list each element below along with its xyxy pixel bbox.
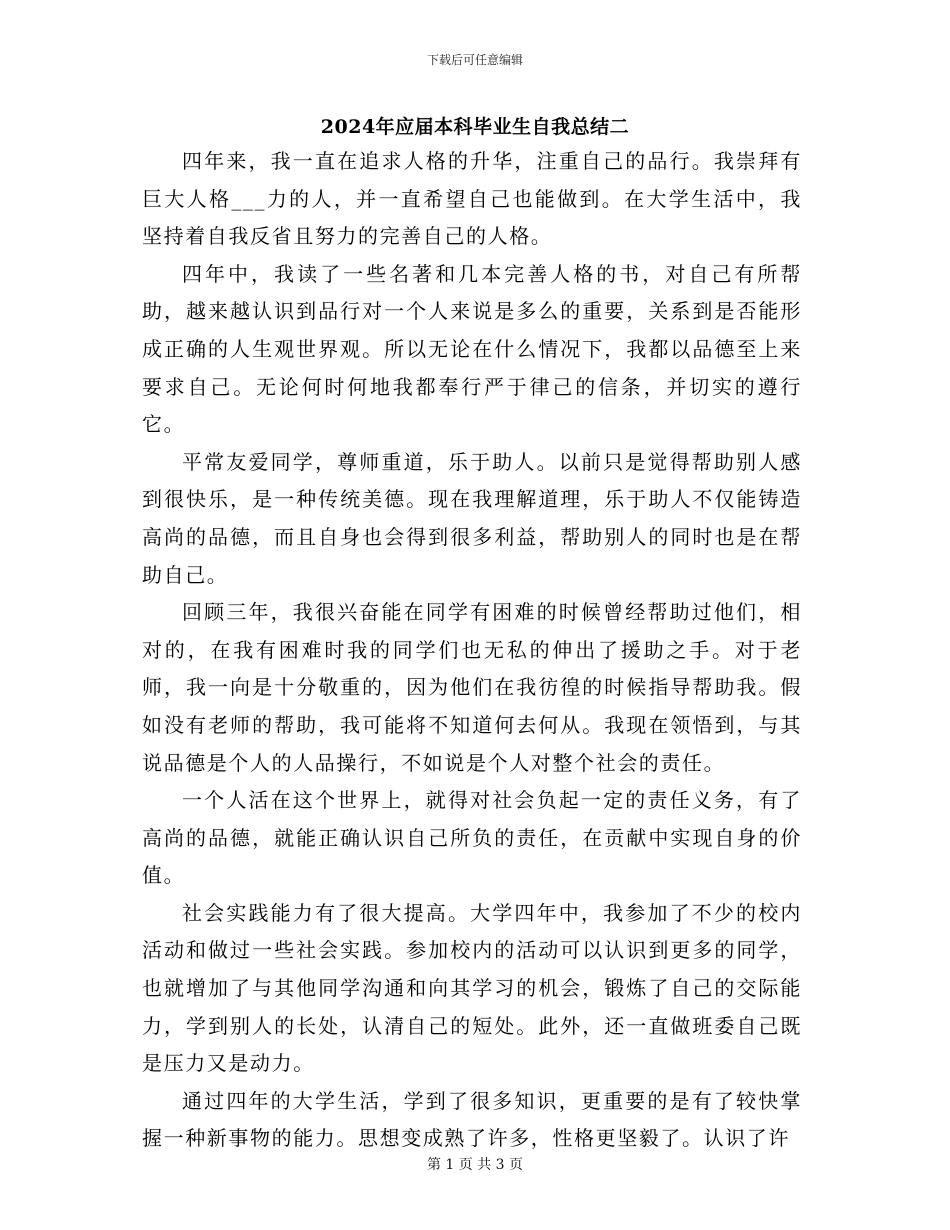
page-header: 下载后可任意编辑 — [426, 53, 523, 67]
paragraph: 社会实践能力有了很大提高。大学四年中，我参加了不少的校内活动和做过一些社会实践。参加校内的活动可以认识到更多的同学，也就增加了与其他同学沟通和向其学习的机会，锻炼了自己的交际能力，学到别人的长处，认清自己的短处。此外，还一直做班委自己既是压力又是动力。 — [142, 900, 802, 1076]
document-body — [142, 143, 802, 1158]
paragraph: 一个人活在这个世界上，就得对社会负起一定的责任义务，有了高尚的品德，就能正确认识自己所负的责任，在贡献中实现自身的价值。 — [142, 788, 802, 888]
document-title: 2024年应届本科毕业生自我总结二 — [320, 116, 630, 138]
paragraph: 四年来，我一直在追求人格的升华，注重自己的品行。我崇拜有巨大人格___力的人，并一直希望自己也能做到。在大学生活中，我坚持着自我反省且努力的完善自己的人格。 — [142, 149, 802, 249]
page-footer: 第 1 页 共 3 页 — [426, 1157, 524, 1173]
paragraph: 回顾三年，我很兴奋能在同学有困难的时候曾经帮助过他们，相对的，在我有困难时我的同学们也无私的伸出了援助之手。对于老师，我一向是十分敬重的，因为他们在我彷徨的时候指导帮助我。假如没有老师的帮助，我可能将不知道何去何从。我现在领悟到，与其说品德是个人的人品操行，不如说是个人对整个社会的责任。 — [142, 600, 802, 775]
paragraph: 平常友爱同学，尊师重道，乐于助人。以前只是觉得帮助别人感到很快乐，是一种传统美德。现在我理解道理，乐于助人不仅能铸造高尚的品德，而且自身也会得到很多利益，帮助别人的同时也是在帮助自己。 — [142, 449, 802, 587]
paragraph: 四年中，我读了一些名著和几本完善人格的书，对自己有所帮助，越来越认识到品行对一个人来说是多么的重要，关系到是否能形成正确的人生观世界观。所以无论在什么情况下，我都以品德至上来要求自己。无论何时何地我都奉行严于律己的信条，并切实的遵行它。 — [142, 261, 802, 437]
paragraph: 通过四年的大学生活，学到了很多知识，更重要的是有了较快掌握一种新事物的能力。思想变成熟了许多，性格更坚毅了。认识了许 — [142, 1088, 802, 1151]
